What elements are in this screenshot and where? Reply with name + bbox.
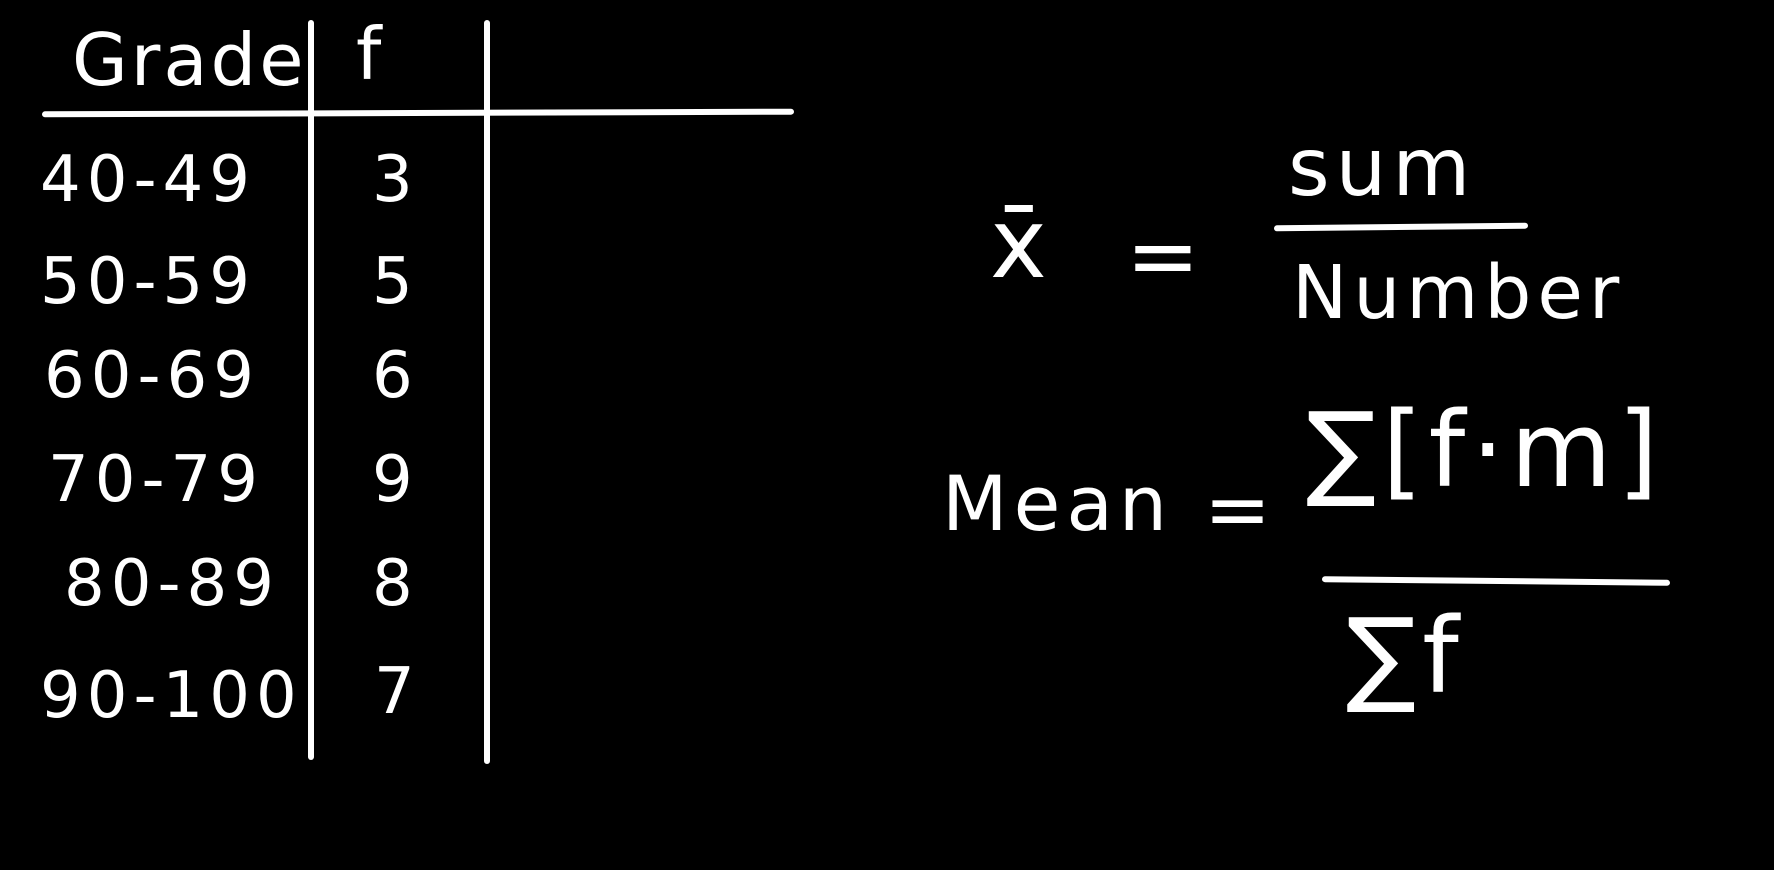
numerator-sum-f-m: ∑[f·m] xyxy=(1306,389,1665,511)
fraction-bar xyxy=(1274,223,1528,232)
frequency-cell: 6 xyxy=(372,339,413,413)
grade-cell: 80-89 xyxy=(64,547,280,621)
denominator-number: Number xyxy=(1292,250,1626,336)
x-bar-symbol: x̄ xyxy=(990,188,1047,300)
grade-cell: 50-59 xyxy=(40,245,256,319)
frequency-cell: 5 xyxy=(372,245,413,319)
denominator-sum-f: ∑f xyxy=(1346,595,1465,717)
header-f: f xyxy=(356,12,385,96)
numerator-sum: sum xyxy=(1288,121,1477,214)
equals-sign: = xyxy=(1126,204,1200,307)
grade-cell: 70-79 xyxy=(48,443,264,517)
frequency-cell: 8 xyxy=(372,547,413,621)
mean-label: Mean xyxy=(942,459,1174,548)
header-grade: Grade xyxy=(72,18,307,102)
header-rule xyxy=(42,109,794,118)
grade-cell: 90-100 xyxy=(40,659,303,733)
frequency-cell: 7 xyxy=(374,655,415,729)
frequency-cell: 9 xyxy=(372,443,413,517)
grade-cell: 60-69 xyxy=(44,339,260,413)
fraction-bar xyxy=(1322,576,1670,586)
column-divider-1 xyxy=(308,20,314,760)
column-divider-2 xyxy=(484,20,490,764)
grade-cell: 40-49 xyxy=(40,143,256,217)
equals-sign: = xyxy=(1204,463,1272,556)
frequency-cell: 3 xyxy=(372,143,413,217)
